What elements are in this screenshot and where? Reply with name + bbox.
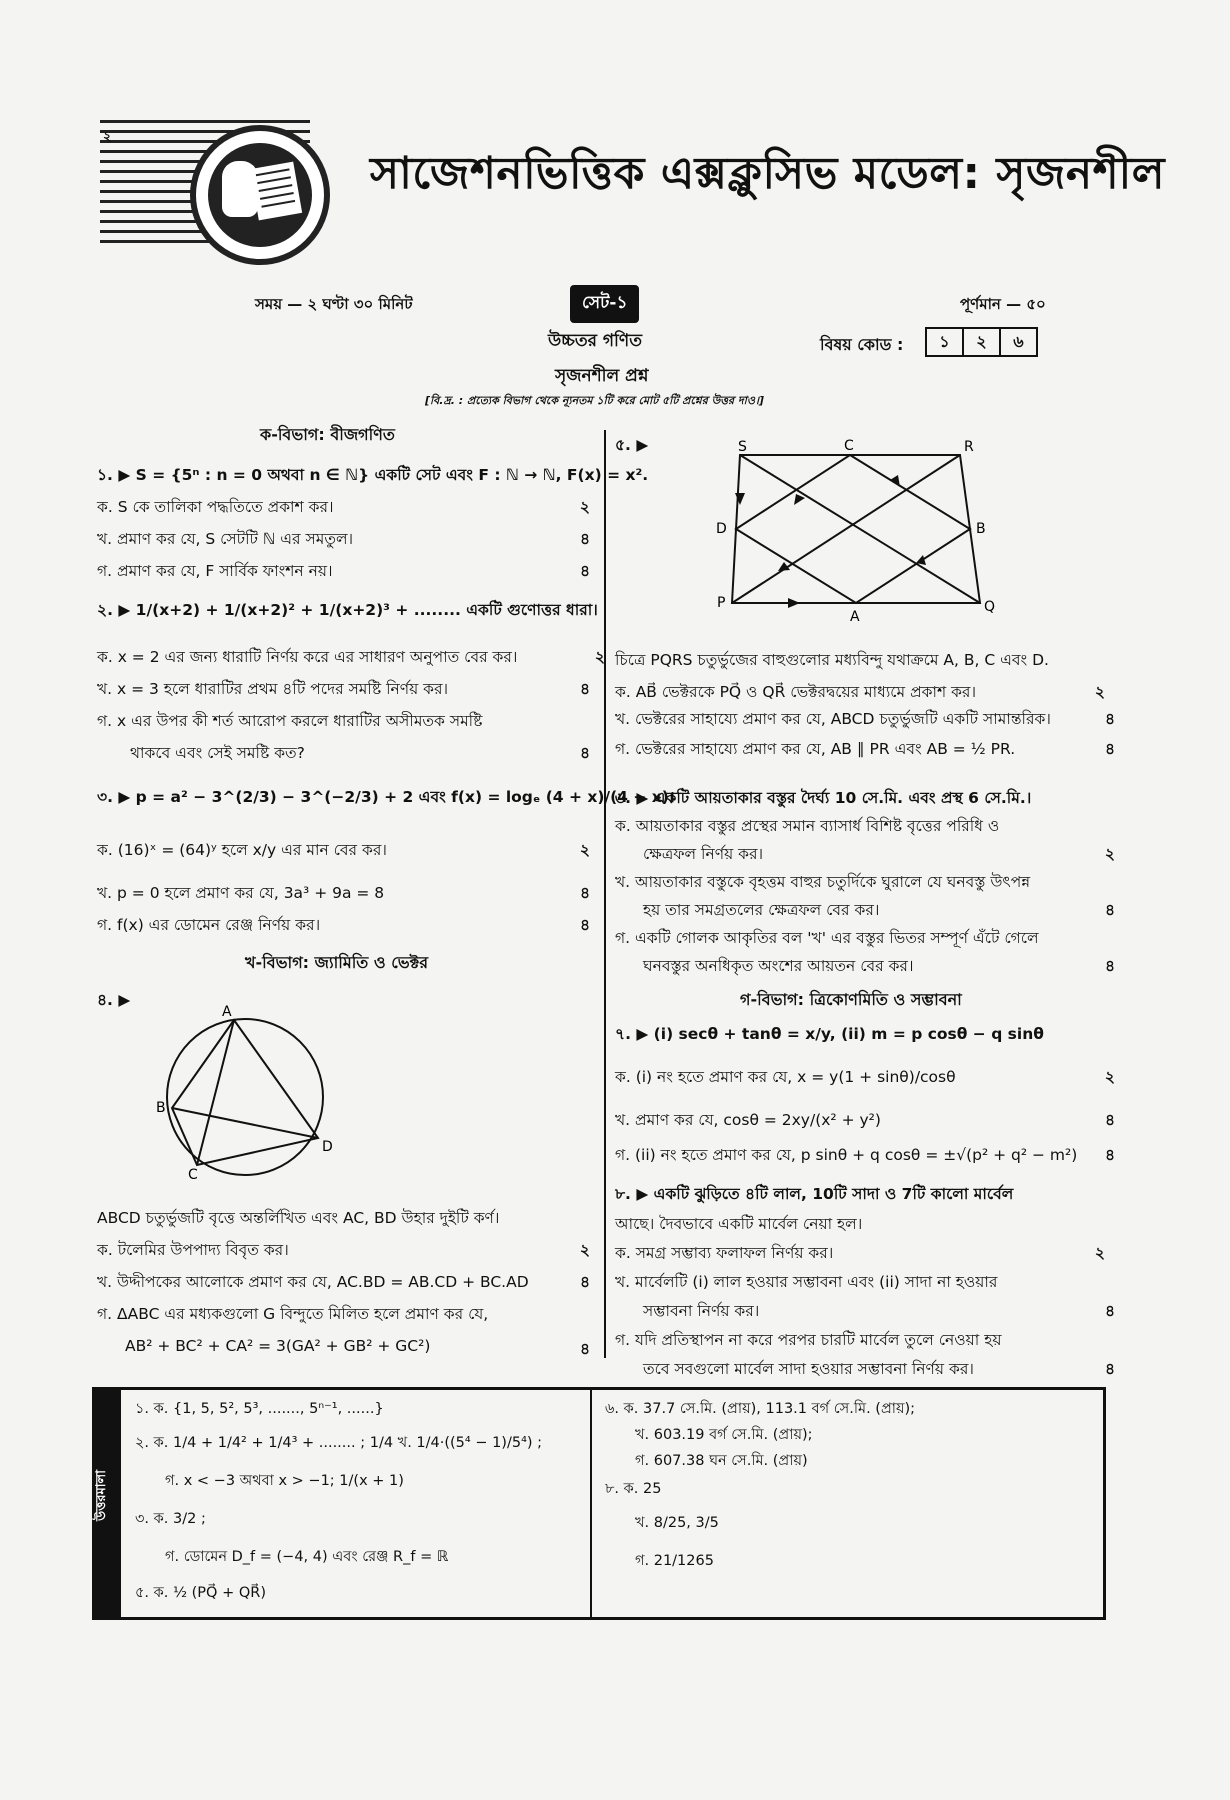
- q3-ga: গ. f(x) এর ডোমেন রেঞ্জ নির্ণয় কর।: [97, 916, 321, 934]
- answer-8-kha: খ. 8/25, 3/5: [635, 1515, 719, 1531]
- answer-2-ga: গ. x < −3 অথবা x > −1; 1/(x + 1): [165, 1473, 404, 1489]
- q4-ka: ক. টলেমির উপপাদ্য বিবৃত কর।: [97, 1241, 289, 1259]
- quadrilateral-abcd: [736, 455, 970, 603]
- answer-column-divider: [590, 1390, 592, 1617]
- q3-kha-mark: ৪: [579, 884, 590, 902]
- answer-6-ga: গ. 607.38 ঘন সে.মি. (প্রায়): [635, 1453, 808, 1469]
- diagonal-pr: [732, 455, 960, 603]
- label-b: B: [976, 521, 986, 537]
- q5-ga: গ. ভেক্টরের সাহায্যে প্রমাণ কর যে, AB ∥ PR এবং AB = ½ PR.: [615, 740, 1016, 758]
- q4-kha: খ. উদ্দীপকের আলোকে প্রমাণ কর যে, AC.BD = AB.CD + BC.AD: [97, 1273, 529, 1291]
- q6-kha-line1: খ. আয়তাকার বস্তুকে বৃহত্তম বাহুর চতুর্দিকে ঘুরালে যে ঘনবস্তু উৎপন্ন: [615, 873, 1031, 891]
- q6-stem: ৬. ▶ একটি আয়তাকার বস্তুর দৈর্ঘ্য 10 সে.মি. এবং প্রস্থ 6 সে.মি.।: [615, 789, 1032, 807]
- set-badge: সেট-১: [570, 285, 639, 323]
- q1-kha-mark: ৪: [579, 530, 590, 548]
- answer-2: ২. ক. 1/4 + 1/4² + 1/4³ + ........ ; 1/4 খ. 1/4·((5⁴ − 1)/5⁴) ;: [135, 1435, 543, 1451]
- column-divider: [604, 430, 606, 1358]
- q5-quadrilateral-figure: [710, 435, 1000, 625]
- q3-stem: ৩. ▶ p = a² − 3^(2/3) − 3^(−2/3) + 2 এবং f(x) = logₑ (4 + x)/(4 − x)।: [97, 788, 675, 806]
- q7-ka-mark: ২: [1104, 1068, 1115, 1086]
- label-d: D: [322, 1139, 333, 1155]
- q6-ga-mark: ৪: [1104, 957, 1115, 975]
- instruction-note: [বি.দ্র. : প্রত্যেক বিভাগ থেকে ন্যূনতম ১টি করে মোট ৫টি প্রশ্নের উত্তর দাও।]: [425, 394, 764, 407]
- subject-name: উচ্চতর গণিত: [548, 331, 642, 351]
- q2-kha: খ. x = 3 হলে ধারাটির প্রথম ৪টি পদের সমষ্টি নির্ণয় কর।: [97, 680, 449, 698]
- label-r: R: [964, 439, 974, 455]
- q8-kha-mark: ৪: [1104, 1302, 1115, 1320]
- q8-ka: ক. সমগ্র সম্ভাব্য ফলাফল নির্ণয় কর।: [615, 1244, 834, 1262]
- section-heading-algebra: ক-বিভাগ: বীজগণিত: [260, 425, 395, 444]
- q8-ga-line2: তবে সবগুলো মার্বেল সাদা হওয়ার সম্ভাবনা নির্ণয় কর।: [643, 1360, 974, 1378]
- q2-ga-line1: গ. x এর উপর কী শর্ত আরোপ করলে ধারাটির অসীমতক সমষ্টি: [97, 712, 483, 730]
- q5-ka-mark: ২: [1094, 683, 1105, 701]
- q2-ga-line2: থাকবে এবং সেই সমষ্টি কত?: [130, 744, 305, 762]
- q7-ga: গ. (ii) নং হতে প্রমাণ কর যে, p sinθ + q cosθ = ±√(p² + q² − m²): [615, 1146, 1078, 1164]
- q6-kha-line2: হয় তার সমগ্রতলের ক্ষেত্রফল বের কর।: [643, 901, 880, 919]
- diagonal-ac: [197, 1020, 234, 1165]
- q8-ka-mark: ২: [1094, 1244, 1105, 1262]
- section-heading-trigonometry: গ-বিভাগ: ত্রিকোণমিতি ও সম্ভাবনা: [740, 990, 962, 1009]
- answer-6: ৬. ক. 37.7 সে.মি. (প্রায়), 113.1 বর্গ সে.মি. (প্রায়);: [605, 1401, 916, 1417]
- q6-ga-line2: ঘনবস্তুর অনধিকৃত অংশের আয়তন বের কর।: [643, 957, 914, 975]
- q1-ka: ক. S কে তালিকা পদ্ধতিতে প্রকাশ কর।: [97, 498, 334, 516]
- q1-ga: গ. প্রমাণ কর যে, F সার্বিক ফাংশন নয়।: [97, 562, 333, 580]
- q2-ga-mark: ৪: [579, 744, 590, 762]
- code-digit: ১: [927, 329, 964, 355]
- answer-5: ৫. ক. ½ (PQ⃗ + QR⃗): [135, 1585, 266, 1601]
- quadrilateral-abcd: [172, 1020, 318, 1165]
- q2-ka-mark: ২: [594, 648, 605, 666]
- q2-kha-mark: ৪: [579, 680, 590, 698]
- q8-kha-line2: সম্ভাবনা নির্ণয় কর।: [643, 1302, 760, 1320]
- page-title: সাজেশনভিত্তিক এক্সক্লুসিভ মডেল: সৃজনশীল: [370, 148, 1165, 199]
- q5-ka: ক. AB⃗ ভেক্টরকে PQ⃗ ও QR⃗ ভেক্টরদ্বয়ের মাধ্যমে প্রকাশ কর।: [615, 683, 976, 701]
- q7-kha: খ. প্রমাণ কর যে, cosθ = 2xy/(x² + y²): [615, 1111, 881, 1129]
- q5-kha-mark: ৪: [1104, 710, 1115, 728]
- q4-description: ABCD চতুর্ভুজটি বৃত্তে অন্তর্লিখিত এবং AC, BD উহার দুইটি কর্ণ।: [97, 1209, 500, 1227]
- answer-8: ৮. ক. 25: [605, 1481, 662, 1497]
- label-a: A: [222, 1005, 232, 1020]
- q3-ka: ক. (16)ˣ = (64)ʸ হলে x/y এর মান বের কর।: [97, 841, 387, 859]
- answer-8-ga: গ. 21/1265: [635, 1553, 714, 1569]
- label-c: C: [188, 1167, 198, 1180]
- code-digit: ২: [964, 329, 1001, 355]
- answer-6-kha: খ. 603.19 বর্গ সে.মি. (প্রায়);: [635, 1427, 813, 1443]
- q2-stem: ২. ▶ 1/(x+2) + 1/(x+2)² + 1/(x+2)³ + ........ একটি গুণোত্তর ধারা।: [97, 601, 598, 619]
- question-type: সৃজনশীল প্রশ্ন: [555, 366, 649, 386]
- q5-stem: ৫. ▶: [615, 436, 649, 454]
- arrow-head: [890, 475, 900, 487]
- q6-kha-mark: ৪: [1104, 901, 1115, 919]
- diagonal-bd: [172, 1108, 318, 1138]
- label-s: S: [738, 439, 747, 455]
- exam-logo-icon: [190, 125, 330, 265]
- diagonal-sq: [740, 455, 980, 603]
- q5-kha: খ. ভেক্টরের সাহায্যে প্রমাণ কর যে, ABCD চতুর্ভুজটি একটি সামান্তরিক।: [615, 710, 1051, 728]
- q4-stem: ৪. ▶: [97, 991, 131, 1009]
- answer-1: ১. ক. {1, 5, 5², 5³, ......., 5ⁿ⁻¹, ......}: [135, 1401, 384, 1417]
- q7-stem: ৭. ▶ (i) secθ + tanθ = x/y, (ii) m = p cosθ − q sinθ: [615, 1025, 1044, 1043]
- arrow-head: [788, 598, 800, 608]
- q4-ka-mark: ২: [579, 1241, 590, 1259]
- q4-ga-line2: AB² + BC² + CA² = 3(GA² + GB² + GC²): [125, 1337, 431, 1355]
- q8-stem-line2: আছে। দৈবভাবে একটি মার্বেল নেয়া হল।: [615, 1215, 863, 1233]
- q3-ga-mark: ৪: [579, 916, 590, 934]
- answer-key-box: [92, 1387, 1106, 1620]
- label-p: P: [717, 595, 726, 611]
- label-a: A: [850, 609, 860, 625]
- q3-kha: খ. p = 0 হলে প্রমাণ কর যে, 3a³ + 9a = 8: [97, 884, 385, 902]
- full-marks: পূর্ণমান — ৫০: [960, 295, 1046, 313]
- q1-ga-mark: ৪: [579, 562, 590, 580]
- q1-ka-mark: ২: [579, 498, 590, 516]
- q6-ka-line1: ক. আয়তাকার বস্তুর প্রস্থের সমান ব্যাসার্ধ বিশিষ্ট বৃত্তের পরিধি ও: [615, 817, 1000, 835]
- section-heading-geometry: খ-বিভাগ: জ্যামিতি ও ভেক্টর: [245, 953, 429, 972]
- q8-ga-mark: ৪: [1104, 1360, 1115, 1378]
- label-b: B: [156, 1100, 166, 1116]
- q7-ga-mark: ৪: [1104, 1146, 1115, 1164]
- q3-ka-mark: ২: [579, 841, 590, 859]
- label-c: C: [844, 438, 854, 454]
- q4-ga-line1: গ. ΔABC এর মধ্যকগুলো G বিন্দুতে মিলিত হলে প্রমাণ কর যে,: [97, 1305, 489, 1323]
- q1-kha: খ. প্রমাণ কর যে, S সেটটি ℕ এর সমতুল।: [97, 530, 354, 548]
- q7-kha-mark: ৪: [1104, 1111, 1115, 1129]
- q4-kha-mark: ৪: [579, 1273, 590, 1291]
- q1-stem: ১. ▶ S = {5ⁿ : n = 0 অথবা n ∈ ℕ} একটি সেট এবং F : ℕ → ℕ, F(x) = x².: [97, 466, 649, 484]
- q7-ka: ক. (i) নং হতে প্রমাণ কর যে, x = y(1 + sinθ)/cosθ: [615, 1068, 956, 1086]
- code-digit: ৬: [1013, 332, 1024, 351]
- q8-ga-line1: গ. যদি প্রতিস্থাপন না করে পরপর চারটি মার্বেল তুলে নেওয়া হয়: [615, 1331, 1002, 1349]
- subject-code-label: বিষয় কোড :: [820, 335, 904, 354]
- q5-description: চিত্রে PQRS চতুর্ভুজের বাহুগুলোর মধ্যবিন্দু যথাক্রমে A, B, C এবং D.: [615, 651, 1049, 669]
- answer-3: ৩. ক. 3/2 ;: [135, 1511, 206, 1527]
- q8-stem-line1: ৮. ▶ একটি ঝুড়িতে ৪টি লাল, 10টি সাদা ও 7টি কালো মার্বেল: [615, 1185, 1014, 1203]
- arrow-head: [794, 494, 805, 505]
- answer-3-ga: গ. ডোমেন D_f = (−4, 4) এবং রেঞ্জ R_f = ℝ: [165, 1549, 449, 1565]
- q6-ga-line1: গ. একটি গোলক আকৃতির বল 'খ' এর বস্তুর ভিতর সম্পূর্ণ এঁটে গেলে: [615, 929, 1039, 947]
- label-d: D: [716, 521, 727, 537]
- q5-ga-mark: ৪: [1104, 740, 1115, 758]
- q8-kha-line1: খ. মার্বেলটি (i) লাল হওয়ার সম্ভাবনা এবং (ii) সাদা না হওয়ার: [615, 1273, 998, 1291]
- q4-circle-figure: [150, 1005, 340, 1180]
- page-number: ২: [103, 130, 112, 145]
- q6-ka-mark: ২: [1104, 845, 1115, 863]
- q4-ga-mark: ৪: [579, 1340, 590, 1358]
- q2-ka: ক. x = 2 এর জন্য ধারাটি নির্ণয় করে এর সাধারণ অনুপাত বের কর।: [97, 648, 518, 666]
- answer-key-label: উত্তরমালা: [95, 1390, 121, 1617]
- q6-ka-line2: ক্ষেত্রফল নির্ণয় কর।: [643, 845, 764, 863]
- label-q: Q: [984, 599, 996, 615]
- subject-code-box: [925, 327, 1038, 357]
- exam-time: সময় — ২ ঘণ্টা ৩০ মিনিট: [255, 295, 413, 313]
